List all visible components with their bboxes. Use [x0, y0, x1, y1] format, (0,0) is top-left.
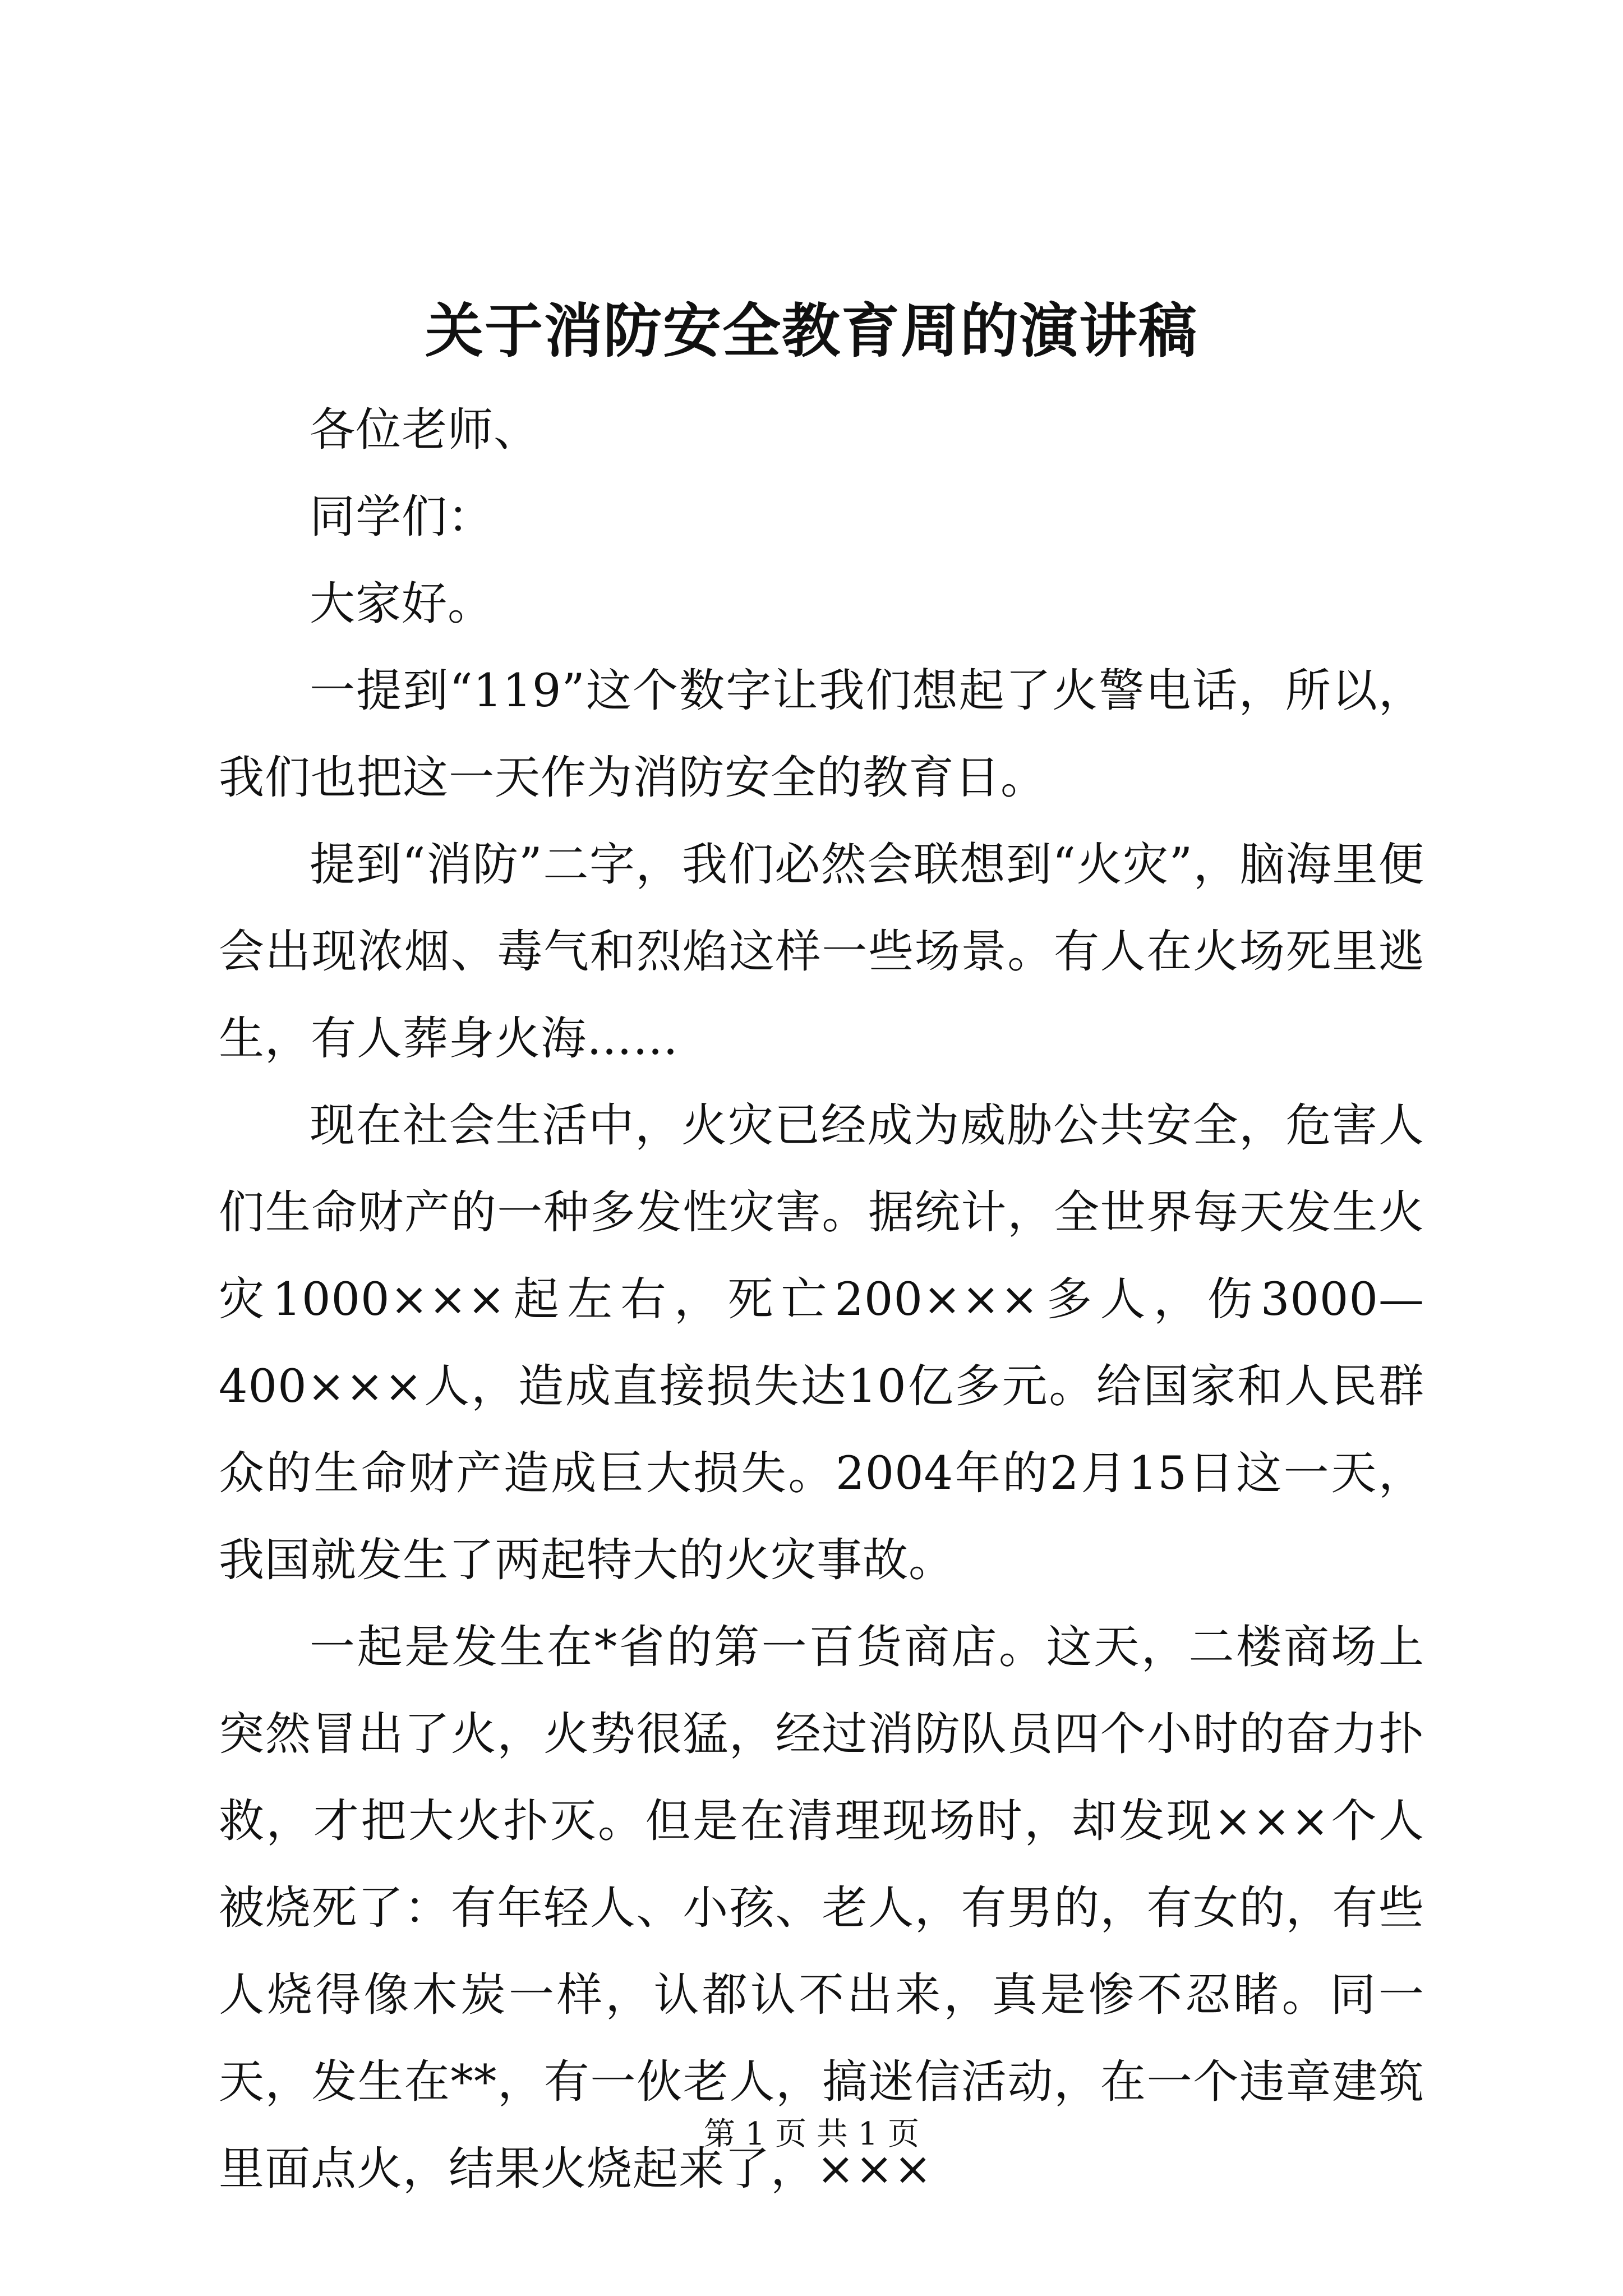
- paragraph-incident: 一起是发生在*省的第一百货商店。这天，二楼商场上突然冒出了火，火势很猛，经过消防队员四个小时的奋力扑救，才把大火扑灭。但是在清理现场时，却发现×××个人被烧死了：有年轻人、小孩、老人，有男的，有女的，有些人烧得像木炭一样，认都认不出来，真是惨不忍睹。同一天，发生在**，有一伙老人，搞迷信活动，在一个违章建筑里面点火，结果火烧起来了，×××: [219, 1621, 1424, 2196]
- page-footer: 第 1 页 共 1 页: [703, 2116, 920, 2152]
- salutation-students: 同学们：: [310, 491, 494, 544]
- paragraph-119: 一提到“119”这个数字让我们想起了火警电话，所以，我们也把这一天作为消防安全的教育日。: [219, 665, 1424, 804]
- document-body: [219, 387, 1424, 2213]
- salutation-teachers: 各位老师、: [310, 404, 540, 457]
- paragraph-fire-association: 提到“消防”二字，我们必然会联想到“火灾”，脑海里便会出现浓烟、毒气和烈焰这样一些场景。有人在火场死里逃生，有人葬身火海……: [219, 839, 1424, 1065]
- paragraph-statistics: 现在社会生活中，火灾已经成为威胁公共安全，危害人们生命财产的一种多发性灾害。据统计，全世界每天发生火灾1000×××起左右，死亡200×××多人，伤3000—400×××人，造成直接损失达10亿多元。给国家和人民群众的生命财产造成巨大损失。2004年的2月15日这一天，我国就发生了两起特大的火灾事故。: [219, 1099, 1424, 1587]
- page-title: 关于消防安全教育周的演讲稿: [425, 296, 1198, 365]
- greeting: 大家好。: [310, 578, 494, 631]
